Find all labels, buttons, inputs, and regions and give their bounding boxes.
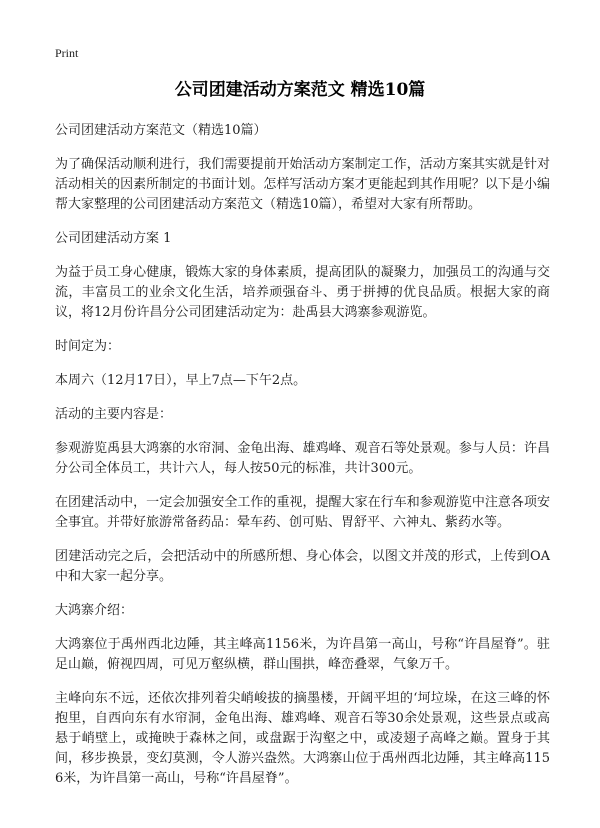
time-label: 时间定为： bbox=[55, 339, 121, 354]
intro-label: 大鸿寨介绍： bbox=[55, 603, 134, 618]
safety-paragraph: 在团建活动中，一定会加强安全工作的重视，提醒大家在行车和参观游览中注意各项安全事宜。并带好旅游常备药品：晕车药、创可贴、胃舒平、六神丸、紫药水等。 bbox=[55, 495, 550, 530]
mountain-paragraph: 大鸿寨位于禹州西北边陲，其主峰高1156米，为许昌第一高山，号称“许昌屋脊”。驻足山巅，俯视四周，可见万壑纵横，群山围拱，峰峦叠翠，气象万千。 bbox=[55, 637, 550, 672]
document-body bbox=[55, 121, 550, 803]
document-title: 公司团建活动方案范文 精选10篇 bbox=[174, 80, 426, 100]
share-paragraph: 团建活动完之后，会把活动中的所感所想、身心体会，以图文并茂的形式，上传到OA中和大家一起分享。 bbox=[55, 549, 550, 584]
scenery-paragraph: 主峰向东不远，还依次排列着尖峭峻拔的摘墨楼，开阔平坦的‘坷垃垛，在这三峰的怀抱里，自西向东有水帘洞，金龟出海、雄鸡峰、观音石等30余处景观，这些景点或高悬于峭壁上，或掩映于森林之间，或盘踞于沟壑之中，或凌翅子高峰之巅。置身于其间，移步换景，变幻莫测，令人游兴盎然。大鸿寨山位于禹州西北边陲，其主峰高1156米，为许昌第一高山，号称“许昌屋脊”。 bbox=[55, 691, 550, 786]
content-paragraph: 参观游览禹县大鸿寨的水帘洞、金龟出海、雄鸡峰、观音石等处景观。参与人员：许昌分公司全体员工，共计六人，每人按50元的标准，共计300元。 bbox=[55, 441, 550, 476]
print-link[interactable]: Print bbox=[55, 46, 79, 60]
time-value: 本周六（12月17日），早上7点—下午2点。 bbox=[55, 373, 307, 388]
intro-paragraph: 为了确保活动顺利进行，我们需要提前开始活动方案制定工作，活动方案其实就是针对活动相关的因素所制定的书面计划。怎样写活动方案才更能起到其作用呢？以下是小编帮大家整理的公司团建活动方案范文（精选10篇），希望对大家有所帮助。 bbox=[55, 157, 550, 212]
purpose-paragraph: 为益于员工身心健康，锻炼大家的身体素质，提高团队的凝聚力，加强员工的沟通与交流，丰富员工的业余文化生活，培养顽强奋斗、勇于拼搏的优良品质。根据大家的商议，将12月份许昌分公司团建活动定为：赴禹县大鸿寨参观游览。 bbox=[55, 265, 550, 320]
content-label: 活动的主要内容是： bbox=[55, 407, 173, 422]
subtitle-paragraph: 公司团建活动方案范文（精选10篇） bbox=[55, 123, 267, 138]
section-heading: 公司团建活动方案 1 bbox=[55, 231, 172, 246]
